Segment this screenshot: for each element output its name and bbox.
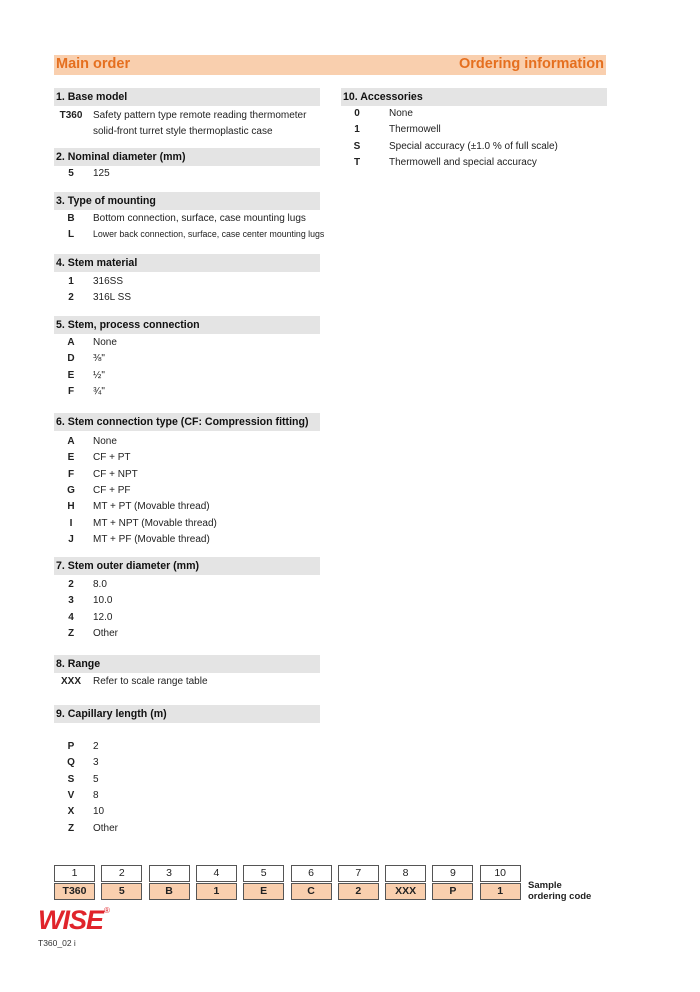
option-code: Z [67,822,75,834]
option-code: I [69,517,73,529]
option-description: Refer to scale range table [93,676,208,687]
option-code: D [67,353,75,365]
option-description: CF + PF [93,484,131,496]
option-code: S [353,140,361,152]
sample-code-value: P [432,883,473,900]
sample-code-value: B [149,883,190,900]
option-description: Bottom connection, surface, case mounting lugs [93,213,306,224]
option-description: CF + PT [93,452,131,464]
option-description: 8 [93,789,99,801]
section-heading: 10. Accessories [341,88,607,106]
option-code: J [68,533,74,545]
option-description: ½" [93,369,105,381]
sample-position-number: 10 [480,865,521,882]
sample-code-value: 1 [196,883,237,900]
section-heading: 9. Capillary length (m) [54,705,320,723]
option-code: A [67,436,75,447]
main-order-title: Main order [56,56,131,72]
sample-code-value: C [291,883,332,900]
option-code: H [67,501,75,513]
option-description: 3 [93,757,99,769]
registered-mark: ® [104,906,110,915]
option-description: MT + NPT (Movable thread) [93,517,217,529]
option-description: 316SS [93,276,124,287]
option-code: 3 [68,595,74,607]
option-code: S [67,773,75,785]
sample-position-number: 1 [54,865,95,882]
option-code: 5 [68,168,74,179]
option-description: 5 [93,773,99,785]
option-description: None [389,108,413,119]
sample-position-number: 8 [385,865,426,882]
section-heading: 5. Stem, process connection [54,316,320,334]
option-description: Lower back connection, surface, case center mounting lugs [93,229,325,240]
option-description: MT + PT (Movable thread) [93,501,210,513]
option-description: CF + NPT [93,468,138,480]
option-description: MT + PF (Movable thread) [93,533,210,545]
option-code: F [67,385,75,397]
section-heading: 6. Stem connection type (CF: Compression fitting) [54,413,320,431]
sample-position-number: 7 [338,865,379,882]
option-description: 12.0 [93,611,113,623]
sample-code-value: 5 [101,883,142,900]
option-code: F [67,468,75,480]
sample-position-number: 5 [243,865,284,882]
section-heading: 1. Base model [54,88,320,106]
wise-logo: WISE [38,905,104,935]
option-code: P [67,741,75,752]
option-description: ⅜" [93,353,105,365]
option-code: 2 [68,292,74,304]
option-code: G [67,484,75,496]
option-description: Other [93,627,119,639]
option-code: XXX [60,676,81,687]
sample-position-number: 9 [432,865,473,882]
option-description: 316L SS [93,292,131,304]
section-heading: 7. Stem outer diameter (mm) [54,557,320,575]
option-description: 2 [93,741,99,752]
option-code: T360 [59,110,83,121]
sample-code-value: 1 [480,883,521,900]
option-code: T [353,156,361,168]
option-code: E [67,452,75,464]
sample-caption [528,880,591,902]
option-description: 10 [93,806,105,818]
section-heading: 8. Range [54,655,320,673]
option-code: Q [67,757,75,769]
option-code: 1 [354,124,360,136]
section-heading: 4. Stem material [54,254,320,272]
sample-position-number: 6 [291,865,332,882]
sample-caption-line1: Sample [528,880,562,891]
option-description: solid-front turret style thermoplastic case [93,126,273,138]
option-description: Other [93,822,119,834]
option-code: 0 [354,108,360,119]
sample-code-value: 2 [338,883,379,900]
sample-caption-line2: ordering code [528,891,592,902]
option-code: A [67,337,75,348]
ordering-information-title: Ordering information [459,56,604,72]
sample-position-number: 4 [196,865,237,882]
option-description: Thermowell and special accuracy [389,156,537,168]
sample-code-value: XXX [385,883,426,900]
header-banner [54,55,606,75]
option-description: Special accuracy (±1.0 % of full scale) [389,140,558,152]
option-code: 4 [68,611,74,623]
option-code: V [67,789,75,801]
document-code: T360_02 i [38,938,76,948]
option-code: B [67,213,75,224]
sample-position-number: 3 [149,865,190,882]
sample-position-number: 2 [101,865,142,882]
option-description: None [93,337,117,348]
option-code: 2 [68,579,74,590]
section-heading: 3. Type of mounting [54,192,320,210]
option-description: 125 [93,168,110,179]
section-heading: 2. Nominal diameter (mm) [54,148,320,166]
option-code: Z [67,627,75,639]
option-description: ¾" [93,385,105,397]
option-description: 8.0 [93,579,107,590]
option-code: L [67,229,75,241]
option-code: E [67,369,75,381]
option-description: Safety pattern type remote reading thermometer [93,110,307,121]
option-code: 1 [68,276,74,287]
sample-code-value: T360 [54,883,95,900]
option-code: X [67,806,75,818]
option-description: 10.0 [93,595,113,607]
sample-code-value: E [243,883,284,900]
option-description: None [93,436,117,447]
option-description: Thermowell [389,124,441,136]
